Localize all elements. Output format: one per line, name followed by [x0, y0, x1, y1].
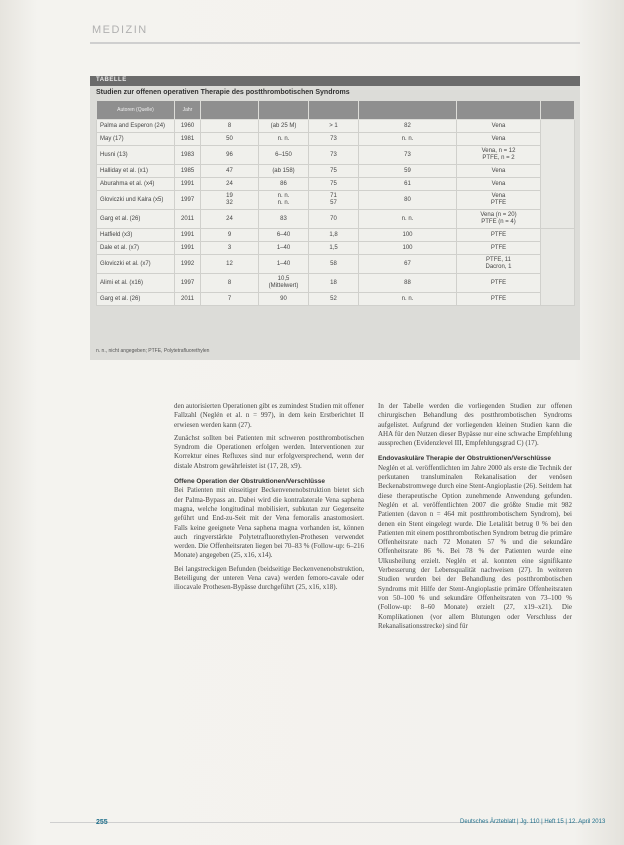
table-cell: PTFE — [457, 274, 541, 293]
table-footnote: n. n., nicht angegeben; PTFE, Polytetrafluorethylen — [96, 348, 210, 354]
table-cell: n. n. — [359, 133, 457, 146]
table-cell: 83 — [259, 210, 309, 229]
table-cell: Halliday et al. (x1) — [97, 165, 175, 178]
table-cell: 59 — [359, 165, 457, 178]
table-row — [97, 210, 575, 229]
paragraph: In der Tabelle werden die vorliegenden Studien zur offenen chirurgischen Behandlung des postthrombotischen Syndroms aufgelistet. Aufgrund der vorliegenden kleinen Studien kann die AHA für den Nutzen dieser Bypässe nur eine schwache Empfehlung aussprechen (Evidenzlevel III, Empfehlungsgrad C) (17). — [378, 402, 572, 448]
table-row — [97, 133, 575, 146]
table-header-row — [97, 101, 575, 120]
table-cell: 1,8 — [309, 229, 359, 242]
table-cell: 12 — [201, 255, 259, 274]
table-cell: 7 — [201, 293, 259, 306]
table-cell: 100 — [359, 229, 457, 242]
page-number: 255 — [96, 819, 108, 826]
table-cell: 2011 — [175, 293, 201, 306]
table-cell: 10,5 (Mittelwert) — [259, 274, 309, 293]
table-cell: 90 — [259, 293, 309, 306]
table-cell: 6–150 — [259, 146, 309, 165]
table-title: Studien zur offenen operativen Therapie des postthrombotischen Syndroms — [96, 89, 350, 96]
paragraph: Bei langstreckigen Befunden (beidseitige Beckenvenenobstruktion, Beteiligung der unteren Vena cava) werden femoro-cavale oder iliocavale Prothesen-Bypässe durchgeführt (25, x16, x18). — [174, 564, 364, 592]
table-cell: 1997 — [175, 191, 201, 210]
group-label-cell — [541, 120, 575, 229]
table-cell: (ab 25 M) — [259, 120, 309, 133]
paragraph: Zunächst sollten bei Patienten mit schweren postthrombotischen Syndrom die Operationen erfolgen werden. Interventionen zur Korrektur eines Refluxes sind nur erfolgversprechend, wenn der distale Abstrom gewährleistet ist (17, 28, x9). — [174, 433, 364, 470]
left-text-column — [174, 402, 364, 597]
table-cell: 61 — [359, 178, 457, 191]
table-row — [97, 274, 575, 293]
table-cell: PTFE, 11 Dacron, 1 — [457, 255, 541, 274]
table-cell: 18 — [309, 274, 359, 293]
table-cell: 96 — [201, 146, 259, 165]
right-text-column — [378, 402, 572, 635]
table-row — [97, 120, 575, 133]
table-row — [97, 255, 575, 274]
table-cell: 88 — [359, 274, 457, 293]
table-cell: 1992 — [175, 255, 201, 274]
table-cell: 1–40 — [259, 255, 309, 274]
table-cell: 73 — [309, 146, 359, 165]
table-tab-label: TABELLE — [96, 77, 127, 83]
table-cell: 73 — [359, 146, 457, 165]
table-cell: 71 57 — [309, 191, 359, 210]
column-header — [359, 101, 457, 120]
table-cell: 3 — [201, 242, 259, 255]
table-cell: 82 — [359, 120, 457, 133]
table-cell: 86 — [259, 178, 309, 191]
table-cell: 8 — [201, 274, 259, 293]
column-header — [541, 101, 575, 120]
table-cell: n. n. — [359, 210, 457, 229]
table-cell: > 1 — [309, 120, 359, 133]
table-cell: 1–40 — [259, 242, 309, 255]
table-cell: 58 — [309, 255, 359, 274]
table-cell: Garg et al. (26) — [97, 210, 175, 229]
table-cell: Palma and Esperon (24) — [97, 120, 175, 133]
table-row — [97, 242, 575, 255]
table-cell: 70 — [309, 210, 359, 229]
column-header — [201, 101, 259, 120]
table-cell: 24 — [201, 178, 259, 191]
table-cell: PTFE — [457, 242, 541, 255]
table-cell: 1985 — [175, 165, 201, 178]
table-cell: n. n. — [359, 293, 457, 306]
studies-table — [96, 100, 575, 306]
table-cell: Gloviczki und Kalra (x5) — [97, 191, 175, 210]
table-cell: 100 — [359, 242, 457, 255]
table-row — [97, 293, 575, 306]
paragraph: den autorisierten Operationen gibt es zumindest Studien mit offener Fallzahl (Neglén et al. n = 997), in dem kein Erstberichtet II erwiesen werden kann (27). — [174, 402, 364, 429]
journal-citation: Deutsches Ärzteblatt | Jg. 110 | Heft 15 | 12. April 2013 — [460, 819, 606, 825]
group-label-cell — [541, 229, 575, 306]
table-tab-strip — [90, 76, 580, 86]
table-cell: Dale et al. (x7) — [97, 242, 175, 255]
table-cell: Alimi et al. (x16) — [97, 274, 175, 293]
table-cell: Vena, n = 12 PTFE, n = 2 — [457, 146, 541, 165]
table-cell: Vena — [457, 133, 541, 146]
table-cell: 1991 — [175, 242, 201, 255]
table-row — [97, 229, 575, 242]
table-cell: 1983 — [175, 146, 201, 165]
table-row — [97, 178, 575, 191]
table-row — [97, 191, 575, 210]
table-cell: 19 32 — [201, 191, 259, 210]
table-cell: 50 — [201, 133, 259, 146]
column-header — [457, 101, 541, 120]
table-cell: 67 — [359, 255, 457, 274]
section-header: MEDIZIN — [92, 24, 148, 36]
table-cell: Hatfield (x3) — [97, 229, 175, 242]
table-cell: 1,5 — [309, 242, 359, 255]
table-cell: 2011 — [175, 210, 201, 229]
table-cell: 75 — [309, 165, 359, 178]
table-cell: 8 — [201, 120, 259, 133]
column-header — [309, 101, 359, 120]
table-cell: 9 — [201, 229, 259, 242]
table-cell: Husni (13) — [97, 146, 175, 165]
table-cell: 1991 — [175, 178, 201, 191]
table-cell: Vena — [457, 178, 541, 191]
table-cell: Garg et al. (26) — [97, 293, 175, 306]
table-cell: May (17) — [97, 133, 175, 146]
table-cell: 52 — [309, 293, 359, 306]
table-cell: 6–40 — [259, 229, 309, 242]
table-cell: Vena (n = 20) PTFE (n = 4) — [457, 210, 541, 229]
table-row — [97, 146, 575, 165]
header-rule — [90, 42, 580, 44]
table-cell: 1997 — [175, 274, 201, 293]
paragraph: Bei Patienten mit einseitiger Beckenvenenobstruktion bietet sich der Palma-Bypass an. Dabei wird die kontralaterale Vena saphena magna, welche longitudinal mobilisiert, subkutan zur Gegenseite geführt und End-zu-Seit mit der Vena femoralis anastomosiert. Falls keine geeignete Vena saphena magna vorhanden ist, können auch ringverstärkte Polytetrafluorethylen-Prothesen verwendet werden. Die Offenheitsraten liegen bei 70–83 % (Follow-up: 6–216 Monate) angegeben (25, x16, x14). — [174, 486, 364, 560]
table-cell: 1981 — [175, 133, 201, 146]
table-cell: 1991 — [175, 229, 201, 242]
table-row — [97, 165, 575, 178]
table-cell: PTFE — [457, 229, 541, 242]
column-header — [259, 101, 309, 120]
table-cell: 75 — [309, 178, 359, 191]
table-cell: 24 — [201, 210, 259, 229]
column-header: Jahr — [175, 101, 201, 120]
table-cell: n. n. n. n. — [259, 191, 309, 210]
paragraph: Neglén et al. veröffentlichten im Jahre 2000 als erste die Technik der perkutanen transluminalen Rekanalisation der venösen Beckenabstromwege durch eine Stent-Angioplastie (26). Seitdem hat diese therapeutische Option zunehmende Anwendung gefunden. Neglén et al. veröffentlichten 2007 die größte Studie mit 982 Patienten (davon n = 464 mit postthrombotischem Syndrom), bei denen ein Stent eingelegt wurde. Die Letalität betrug 0 % bei den Patienten mit einem postthrombotischen Syndrom betrug die primäre Offenheitsrate nach 72 Monaten 57 % und die sekundäre Offenheitsrate 86 %. Bei 78 % der Patienten wurde eine Ulkusheilung erzielt. Neglén et al. konnten eine signifikante Verbesserung der Lebensqualität nachweisen (27). In weiteren Studien wurden bei der Behandlung des postthrombotischen Syndroms mit Hilfe der Stent-Angioplastie primäre Offenheitsraten von 50–100 % und sekundäre Offenheitsraten von 73–100 % (Follow-up: 8–60 Monate) erzielt (27, x19–x21). Die Komplikationen (vor allem Blutungen oder Verschluss der Rekanalisationsstrecke) sind für — [378, 463, 572, 630]
table-cell: Vena PTFE — [457, 191, 541, 210]
table-cell: Vena — [457, 165, 541, 178]
table-cell: n. n. — [259, 133, 309, 146]
table-cell: PTFE — [457, 293, 541, 306]
table-cell: 73 — [309, 133, 359, 146]
table-cell: 1960 — [175, 120, 201, 133]
table-cell: Gloviczki et al. (x7) — [97, 255, 175, 274]
column-header: Autoren (Quelle) — [97, 101, 175, 120]
subheading: Offene Operation der Obstruktionen/Verschlüsse — [174, 478, 325, 486]
table-panel — [90, 76, 580, 360]
table-cell: (ab 158) — [259, 165, 309, 178]
subheading: Endovaskuläre Therapie der Obstruktionen/Verschlüsse — [378, 455, 552, 463]
table-cell: Vena — [457, 120, 541, 133]
table-cell: 47 — [201, 165, 259, 178]
table-cell: 80 — [359, 191, 457, 210]
table-cell: Aburahma et al. (x4) — [97, 178, 175, 191]
